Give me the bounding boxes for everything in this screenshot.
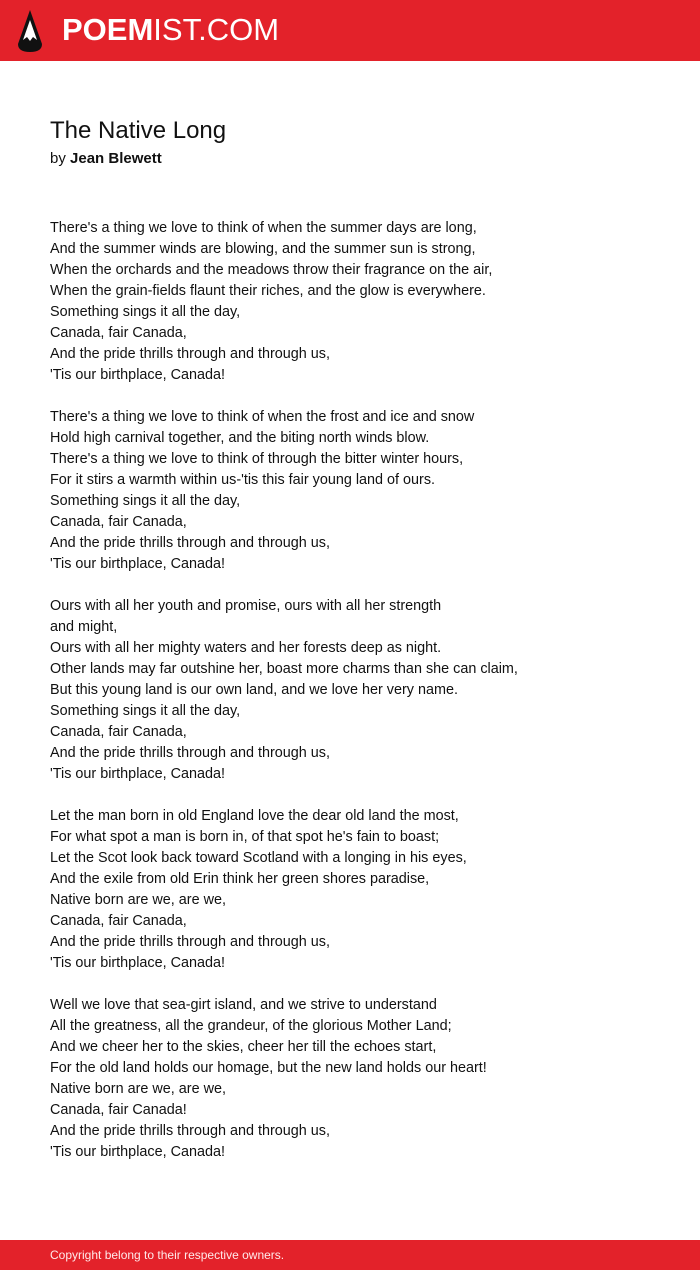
copyright-text: Copyright belong to their respective owners. xyxy=(50,1248,285,1262)
author-name[interactable]: Jean Blewett xyxy=(70,150,162,167)
poem-line: 'Tis our birthplace, Canada! xyxy=(50,556,225,572)
poem-line: Hold high carnival together, and the biting north winds blow. xyxy=(50,430,430,446)
poem-line: 'Tis our birthplace, Canada! xyxy=(50,367,225,383)
poem-line: Something sings it all the day, xyxy=(50,703,241,719)
poem-title: The Native Long xyxy=(50,117,227,144)
stanza xyxy=(50,995,670,1163)
poem-line: 'Tis our birthplace, Canada! xyxy=(50,955,225,971)
poem-line: There's a thing we love to think of when the frost and ice and snow xyxy=(50,409,475,425)
poem-line: For the old land holds our homage, but the new land holds our heart! xyxy=(50,1060,487,1076)
poem-line: Something sings it all the day, xyxy=(50,493,241,509)
poem-line: There's a thing we love to think of through the bitter winter hours, xyxy=(50,451,464,467)
logo-light-text: IST.COM xyxy=(153,12,280,47)
poem-line: For what spot a man is born in, of that spot he's fain to boast; xyxy=(50,829,440,845)
poem-line: Canada, fair Canada! xyxy=(50,1102,187,1118)
poem-line: Other lands may far outshine her, boast more charms than she can claim, xyxy=(50,661,518,677)
poem-line: Canada, fair Canada, xyxy=(50,724,187,740)
by-label: by xyxy=(50,150,66,167)
pencil-tip-icon[interactable] xyxy=(18,10,42,52)
poem-line: And the pride thrills through and through us, xyxy=(50,1123,330,1139)
poem-line: and might, xyxy=(50,619,118,635)
poem-line: And the pride thrills through and through us, xyxy=(50,934,330,950)
byline xyxy=(50,148,162,170)
poem-line: Ours with all her mighty waters and her forests deep as night. xyxy=(50,640,442,656)
poem-line: Ours with all her youth and promise, ours with all her strength xyxy=(50,598,442,614)
poem-line: For it stirs a warmth within us-'tis this fair young land of ours. xyxy=(50,472,436,488)
poem-line: When the orchards and the meadows throw their fragrance on the air, xyxy=(50,262,493,278)
stanza xyxy=(50,596,670,785)
poem-line: And we cheer her to the skies, cheer her till the echoes start, xyxy=(50,1039,437,1055)
poem-line: Canada, fair Canada, xyxy=(50,514,187,530)
poem-line: But this young land is our own land, and we love her very name. xyxy=(50,682,458,698)
site-logo[interactable] xyxy=(62,12,279,48)
stanza xyxy=(50,806,670,974)
poem-line: And the pride thrills through and through us, xyxy=(50,346,330,362)
poem-line: Canada, fair Canada, xyxy=(50,913,187,929)
poem-line: Well we love that sea-girt island, and we strive to understand xyxy=(50,997,437,1013)
poem-line: And the summer winds are blowing, and the summer sun is strong, xyxy=(50,241,476,257)
poem-line: Native born are we, are we, xyxy=(50,892,226,908)
poem-line: And the exile from old Erin think her green shores paradise, xyxy=(50,871,430,887)
stanza xyxy=(50,407,670,575)
poem-body xyxy=(50,218,670,1184)
poem-line: There's a thing we love to think of when the summer days are long, xyxy=(50,220,477,236)
poem-line: And the pride thrills through and through us, xyxy=(50,745,330,761)
poem-line: Let the man born in old England love the dear old land the most, xyxy=(50,808,459,824)
stanza xyxy=(50,218,670,386)
logo-bold-text: POEM xyxy=(62,12,154,47)
poem-line: Let the Scot look back toward Scotland with a longing in his eyes, xyxy=(50,850,467,866)
poem-line: 'Tis our birthplace, Canada! xyxy=(50,1144,225,1160)
poem-line: All the greatness, all the grandeur, of the glorious Mother Land; xyxy=(50,1018,452,1034)
site-header xyxy=(0,0,700,61)
poem-line: When the grain-fields flaunt their riches, and the glow is everywhere. xyxy=(50,283,486,299)
site-footer xyxy=(0,1240,700,1270)
poem-line: Canada, fair Canada, xyxy=(50,325,187,341)
poem-line: And the pride thrills through and through us, xyxy=(50,535,330,551)
poem-line: Native born are we, are we, xyxy=(50,1081,226,1097)
poem-line: Something sings it all the day, xyxy=(50,304,241,320)
poem-line: 'Tis our birthplace, Canada! xyxy=(50,766,225,782)
